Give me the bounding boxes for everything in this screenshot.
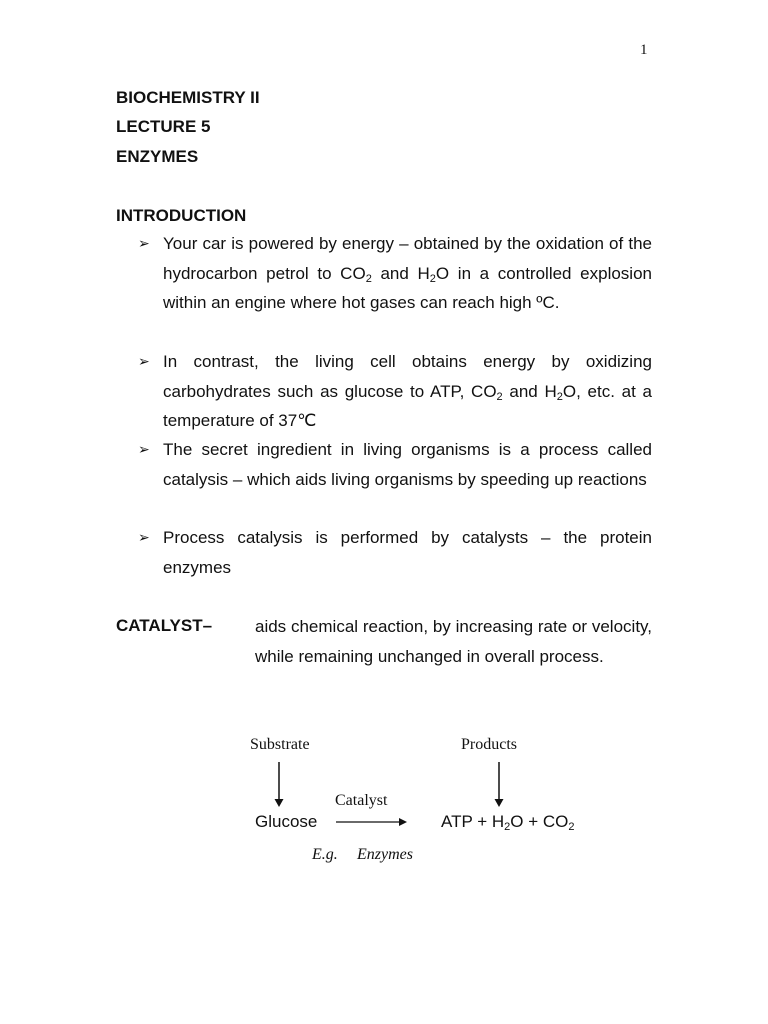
section-heading: INTRODUCTION <box>116 206 247 225</box>
bullet-arrow-icon: ➢ <box>138 235 150 251</box>
products-arrow-icon <box>492 762 506 808</box>
page-number: 1 <box>640 42 648 58</box>
example-prefix: E.g. <box>312 846 338 863</box>
reaction-products: ATP + $H_2O + CO_2$ <box>441 812 575 833</box>
catalyst-term: CATALYST– <box>116 616 213 635</box>
bullet-text: Process catalysis is performed by catalysts – the protein enzymes <box>163 528 652 577</box>
bullet-item <box>138 347 652 436</box>
course-title: BIOCHEMISTRY II <box>116 88 260 107</box>
products-label: Products <box>461 736 517 753</box>
lecture-number: LECTURE 5 <box>116 117 211 136</box>
catalyst-label: Catalyst <box>335 792 388 809</box>
reactant-glucose: Glucose <box>255 812 318 831</box>
bullet-item <box>138 229 652 318</box>
bullet-text: In contrast, the living cell obtains energy by oxidizing carbohydrates such as glucose to ATP, $CO_2$ and $H_2O$, etc. at a temperature of 37℃ <box>163 352 652 430</box>
catalyst-definition: aids chemical reaction, by increasing rate or velocity, while remaining unchanged in overall process. <box>255 617 652 666</box>
bullet-arrow-icon: ➢ <box>138 441 150 457</box>
bullet-item <box>138 523 652 582</box>
bullet-text: Your car is powered by energy – obtained by the oxidation of the hydrocarbon petrol to $CO_2$ and $H_2O$ in a controlled explosion within an engine where hot gases can reach high ºC. <box>163 234 652 312</box>
substrate-arrow-icon <box>272 762 286 808</box>
bullet-arrow-icon: ➢ <box>138 353 150 369</box>
substrate-label: Substrate <box>250 736 310 753</box>
example-enzymes: Enzymes <box>357 846 413 863</box>
bullet-text: The secret ingredient in living organisms is a process called catalysis – which aids living organisms by speeding up reactions <box>163 440 652 489</box>
topic-title: ENZYMES <box>116 147 199 166</box>
bullet-arrow-icon: ➢ <box>138 529 150 545</box>
reaction-arrow-icon <box>336 816 408 828</box>
bullet-item <box>138 435 652 494</box>
